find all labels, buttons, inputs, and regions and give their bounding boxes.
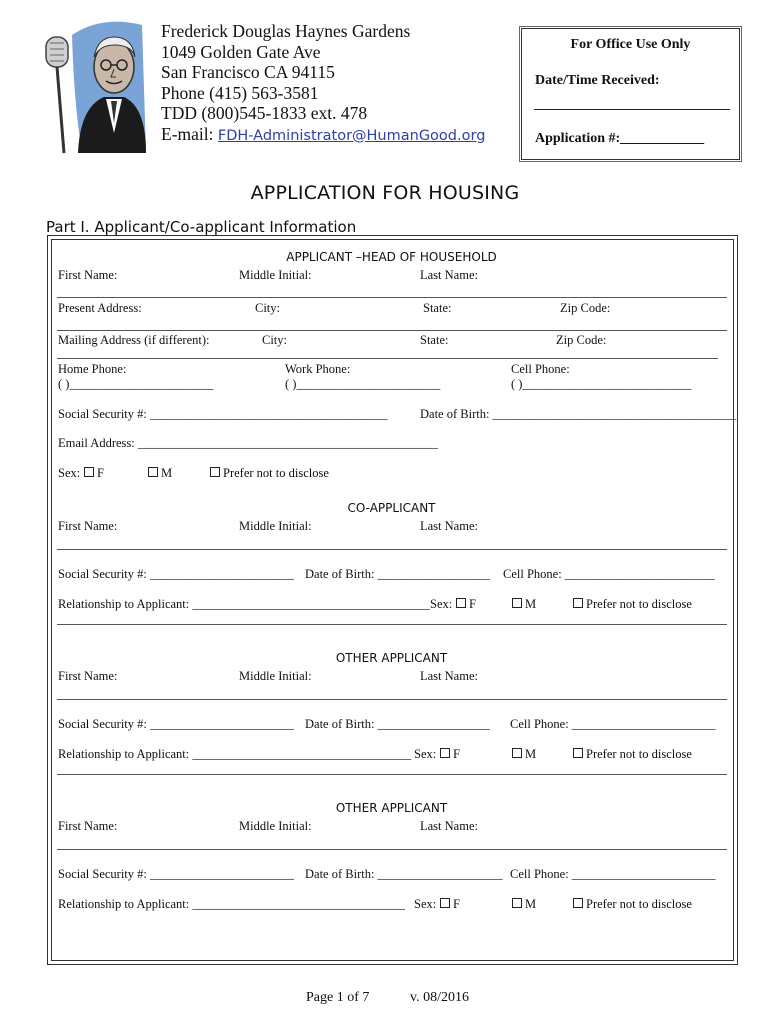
co-relationship-field[interactable]: Relationship to Applicant: ______________________________________ — [58, 597, 430, 611]
head-work-phone-field[interactable]: ( )_______________________ — [285, 377, 441, 391]
office-use-box — [521, 28, 740, 160]
head-last-name-label: Last Name: — [420, 268, 478, 282]
co-name-line[interactable] — [57, 549, 727, 550]
page-number: Page 1 of 7 — [306, 990, 370, 1005]
co-first-name-label: First Name: — [58, 519, 118, 533]
head-sex-row — [58, 466, 80, 481]
head-sex-label: Sex: — [58, 466, 81, 480]
other2-last-name-label: Last Name: — [420, 819, 478, 833]
head-ssn-field[interactable]: Social Security #: ______________________________________ — [58, 407, 388, 421]
head-sex-f-option[interactable] — [84, 466, 104, 481]
checkbox-icon[interactable] — [512, 598, 522, 608]
head-state2-label: State: — [420, 333, 449, 347]
head-city-label: City: — [255, 301, 281, 315]
date-time-received-line[interactable] — [534, 109, 730, 110]
other2-sex-other-option[interactable] — [573, 897, 692, 912]
head-home-phone-field[interactable]: ( )_______________________ — [58, 377, 214, 391]
other2-sex-m-label: M — [525, 897, 537, 911]
co-sex-label: Sex: — [430, 597, 453, 611]
head-sex-f-label: F — [97, 466, 104, 480]
checkbox-icon[interactable] — [210, 467, 220, 477]
other1-first-name-label: First Name: — [58, 669, 118, 683]
checkbox-icon[interactable] — [148, 467, 158, 477]
co-bottom-line — [57, 624, 727, 625]
other2-cell-field[interactable]: Cell Phone: _______________________ — [510, 867, 716, 881]
founder-portrait-image — [42, 15, 150, 155]
office-use-title: For Office Use Only — [570, 37, 691, 52]
co-dob-field[interactable]: Date of Birth: __________________ — [305, 567, 491, 581]
head-state-label: State: — [423, 301, 452, 315]
head-of-household-heading: APPLICANT –HEAD OF HOUSEHOLD — [286, 250, 497, 264]
head-mailing-address-label: Mailing Address (if different): — [58, 333, 210, 347]
organization-address-line2: San Francisco CA 94115 — [161, 62, 335, 82]
checkbox-icon[interactable] — [512, 898, 522, 908]
head-email-field[interactable]: Email Address: ________________________________________________ — [58, 436, 438, 450]
other1-ssn-field[interactable]: Social Security #: _______________________ — [58, 717, 294, 731]
head-name-line[interactable] — [57, 297, 727, 298]
head-home-phone-label: Home Phone: — [58, 362, 127, 376]
other2-first-name-label: First Name: — [58, 819, 118, 833]
head-sex-m-option[interactable] — [148, 466, 172, 481]
other2-ssn-field[interactable]: Social Security #: _______________________ — [58, 867, 294, 881]
other1-sex-m-label: M — [525, 747, 537, 761]
checkbox-icon[interactable] — [84, 467, 94, 477]
co-cell-field[interactable]: Cell Phone: ________________________ — [503, 567, 715, 581]
other1-sex-other-option[interactable] — [573, 747, 692, 762]
head-work-phone-label: Work Phone: — [285, 362, 351, 376]
other1-sex-f-option[interactable] — [440, 747, 460, 762]
head-zip2-label: Zip Code: — [556, 333, 607, 347]
part-title: Part I. Applicant/Co-applicant Information — [46, 218, 357, 236]
other1-relationship-field[interactable]: Relationship to Applicant: ___________________________________ — [58, 747, 412, 761]
organization-header — [161, 21, 485, 146]
head-mailing-line[interactable] — [57, 358, 718, 359]
co-sex-other-option[interactable] — [573, 597, 692, 612]
head-sex-other-label: Prefer not to disclose — [223, 466, 329, 480]
head-first-name-label: First Name: — [58, 268, 118, 282]
other2-sex-m-option[interactable] — [512, 897, 536, 912]
checkbox-icon[interactable] — [440, 748, 450, 758]
co-sex-m-label: M — [525, 597, 537, 611]
other1-sex-f-label: F — [453, 747, 460, 761]
head-cell-phone-field[interactable]: ( )___________________________ — [511, 377, 692, 391]
email-label: E-mail: — [161, 123, 218, 144]
other1-sex-m-option[interactable] — [512, 747, 536, 762]
head-sex-m-label: M — [161, 466, 173, 480]
organization-email-row — [161, 124, 485, 147]
head-zip-label: Zip Code: — [560, 301, 611, 315]
checkbox-icon[interactable] — [573, 598, 583, 608]
checkbox-icon[interactable] — [573, 748, 583, 758]
co-applicant-heading: CO-APPLICANT — [347, 501, 436, 515]
co-sex-f-option[interactable] — [456, 597, 476, 612]
head-present-address-label: Present Address: — [58, 301, 142, 315]
other-applicant-1-heading: OTHER APPLICANT — [335, 651, 448, 665]
other1-sex-label: Sex: — [414, 747, 437, 761]
form-title-text: APPLICATION FOR HOUSING — [250, 182, 520, 204]
organization-name: Frederick Douglas Haynes Gardens — [161, 21, 411, 41]
other1-dob-field[interactable]: Date of Birth: __________________ — [305, 717, 491, 731]
other2-sex-f-option[interactable] — [440, 897, 460, 912]
other1-sex-other-label: Prefer not to disclose — [586, 747, 692, 761]
head-cell-phone-label: Cell Phone: — [511, 362, 570, 376]
other1-bottom-line — [57, 774, 727, 775]
other-applicant-2-heading: OTHER APPLICANT — [335, 801, 448, 815]
organization-phone: Phone (415) 563-3581 — [161, 82, 319, 103]
head-address-line[interactable] — [57, 330, 727, 331]
co-last-name-label: Last Name: — [420, 519, 478, 533]
other2-sex-f-label: F — [453, 897, 460, 911]
application-number-label: Application #:____________ — [535, 131, 705, 146]
head-city2-label: City: — [262, 333, 288, 347]
checkbox-icon[interactable] — [512, 748, 522, 758]
other2-dob-field[interactable]: Date of Birth: ____________________ — [305, 867, 503, 881]
other1-cell-field[interactable]: Cell Phone: _______________________ — [510, 717, 716, 731]
head-sex-other-option[interactable] — [210, 466, 329, 481]
other1-last-name-label: Last Name: — [420, 669, 478, 683]
head-middle-initial-label: Middle Initial: — [239, 268, 312, 282]
other2-sex-label: Sex: — [414, 897, 437, 911]
organization-address-line1: 1049 Golden Gate Ave — [161, 41, 321, 62]
co-sex-other-label: Prefer not to disclose — [586, 597, 692, 611]
other1-name-line[interactable] — [57, 699, 727, 700]
co-sex-f-label: F — [469, 597, 476, 611]
head-dob-field[interactable]: Date of Birth: _______________________________________ — [420, 407, 737, 421]
checkbox-icon[interactable] — [440, 898, 450, 908]
organization-tdd: TDD (800)545-1833 ext. 478 — [161, 103, 368, 123]
co-ssn-field[interactable]: Social Security #: _______________________ — [58, 567, 294, 581]
checkbox-icon[interactable] — [456, 598, 466, 608]
form-title — [0, 182, 770, 204]
co-sex-m-option[interactable] — [512, 597, 536, 612]
other2-middle-initial-label: Middle Initial: — [239, 819, 312, 833]
version-number: v. 08/2016 — [410, 990, 469, 1005]
other2-relationship-field[interactable]: Relationship to Applicant: __________________________________ — [58, 897, 405, 911]
other2-sex-other-label: Prefer not to disclose — [586, 897, 692, 911]
email-link[interactable]: FDH-Administrator@HumanGood.org — [217, 127, 486, 144]
co-middle-initial-label: Middle Initial: — [239, 519, 312, 533]
checkbox-icon[interactable] — [573, 898, 583, 908]
other2-name-line[interactable] — [57, 849, 727, 850]
date-time-received-label: Date/Time Received: — [535, 73, 660, 88]
other1-middle-initial-label: Middle Initial: — [239, 669, 312, 683]
